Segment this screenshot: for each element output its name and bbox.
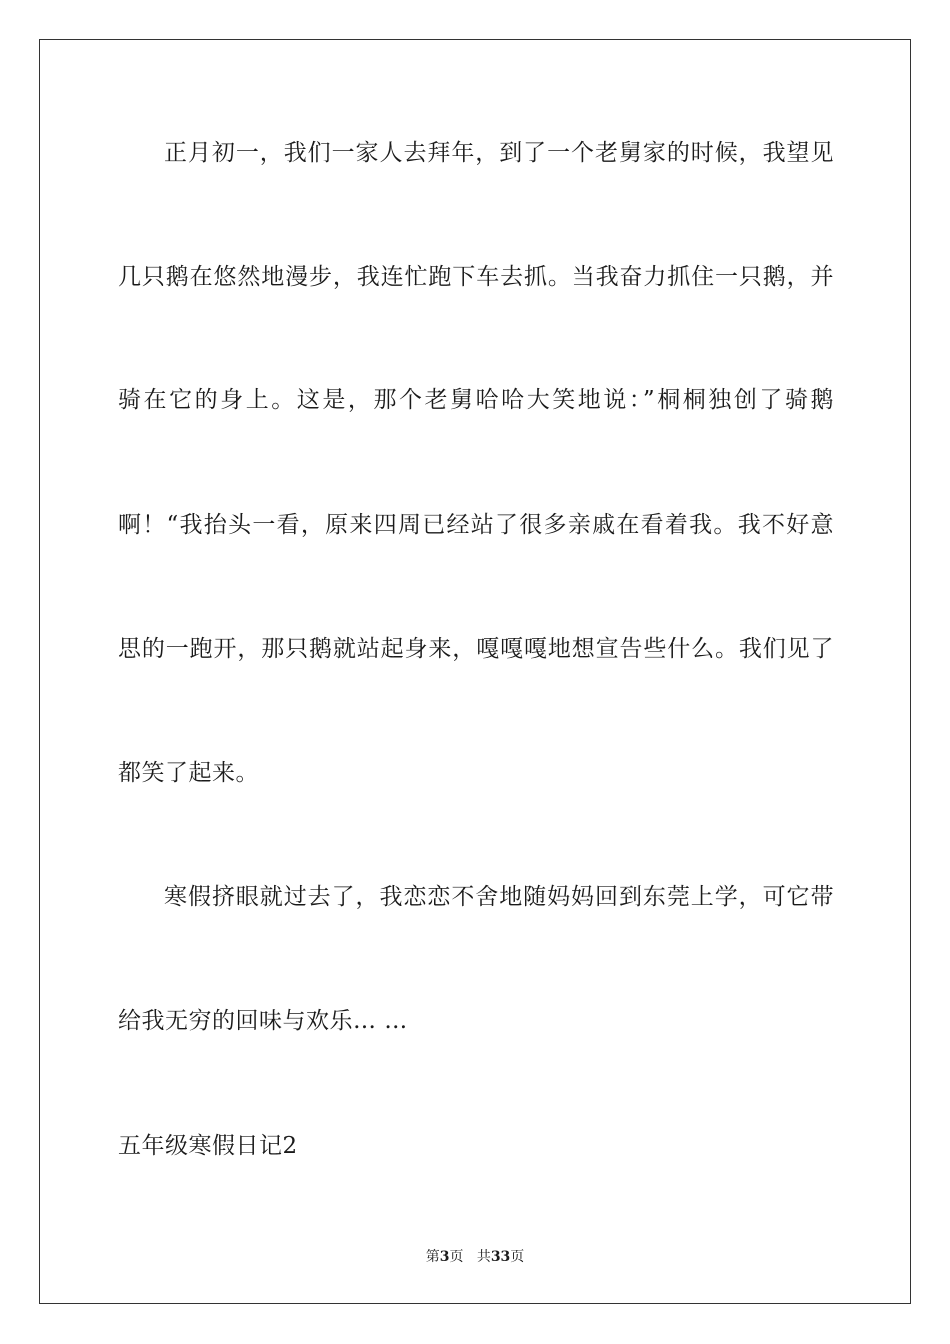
paragraph-1-line-2: 几只鹅在悠然地漫步，我连忙跑下车去抓。当我奋力抓住一只鹅，并 (118, 264, 834, 290)
paragraph-1-line-6: 都笑了起来。 (118, 760, 259, 786)
paragraph-2-line-2: 给我无穷的回味与欢乐… … (118, 1008, 408, 1034)
footer-page-number: 3 (439, 1249, 450, 1265)
paragraph-1-line-5: 思的一跑开，那只鹅就站起身来，嘎嘎嘎地想宣告些什么。我们见了 (118, 636, 834, 662)
paragraph-1-line-4: 啊！“我抬头一看，原来四周已经站了很多亲戚在看着我。我不好意 (118, 512, 834, 538)
page-footer (0, 1248, 950, 1266)
footer-total-pages: 33 (490, 1249, 511, 1265)
paragraph-2-line-1: 寒假挤眼就过去了，我恋恋不舍地随妈妈回到东莞上学，可它带 (164, 884, 834, 910)
page-border (39, 39, 911, 1304)
footer-page-suffix: 页 (449, 1249, 464, 1265)
footer-total-prefix: 共 (476, 1249, 491, 1265)
footer-page-prefix: 第 (425, 1249, 440, 1265)
section-heading: 五年级寒假日记2 (118, 1133, 298, 1159)
footer-total-suffix: 页 (510, 1249, 525, 1265)
paragraph-1-line-1: 正月初一，我们一家人去拜年，到了一个老舅家的时候，我望见 (164, 140, 834, 166)
paragraph-1-line-3: 骑在它的身上。这是，那个老舅哈哈大笑地说：”桐桐独创了骑鹅 (118, 387, 834, 413)
